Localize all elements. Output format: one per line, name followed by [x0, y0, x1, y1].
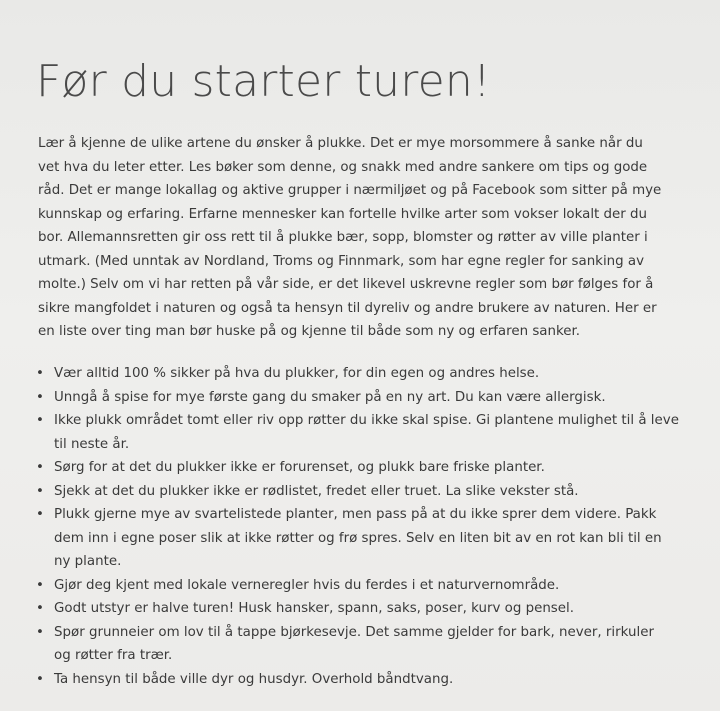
list-item: [30, 621, 680, 668]
tips-list: [30, 362, 680, 691]
list-item-text: og røtter fra trær.: [54, 648, 173, 663]
intro-line: sikre mangfoldet i naturen og også ta hensyn til dyreliv og andre brukere av naturen. Her er: [38, 300, 657, 316]
intro-line: en liste over ting man bør huske på og kjenne til både som ny og erfaren sanker.: [38, 324, 581, 339]
bullet-icon: •: [36, 366, 44, 381]
intro-line: bor. Allemannsretten gir oss rett til å plukke bær, sopp, blomster og røtter av ville planter i: [38, 230, 648, 245]
list-item-text: dem inn i egne poser slik at ikke røtter og frø spres. Selv en liten bit av en rot kan bli til en: [54, 530, 662, 546]
intro-line: Lær å kjenne de ulike artene du ønsker å plukke. Det er mye morsommere å sanke når du: [38, 136, 643, 151]
list-item: [30, 409, 680, 456]
bullet-icon: •: [36, 507, 44, 522]
bullet-icon: •: [36, 624, 44, 640]
list-item-text: Plukk gjerne mye av svartelistede planter, men pass på at du ikke sprer dem videre. Pakk: [54, 507, 657, 522]
list-item: [30, 597, 680, 621]
intro-line: kunnskap og erfaring. Erfarne mennesker kan fortelle hvilke arter som vokser lokalt der du: [38, 206, 648, 222]
list-item-text: Ikke plukk området tomt eller riv opp røtter du ikke skal spise. Gi plantene mulighet til å leve: [54, 413, 679, 428]
bullet-icon: •: [36, 671, 44, 687]
bullet-icon: •: [36, 389, 44, 405]
list-item: [30, 456, 680, 480]
bullet-icon: •: [36, 577, 44, 593]
list-item-text: Ta hensyn til både ville dyr og husdyr. Overhold båndtvang.: [54, 671, 454, 687]
list-item-text: Sjekk at det du plukker ikke er rødlistet, fredet eller truet. La slike vekster stå.: [54, 483, 579, 499]
list-item-text: til neste år.: [54, 436, 130, 452]
list-item-text: Sørg for at det du plukker ikke er forurenset, og plukk bare friske planter.: [54, 460, 545, 475]
list-item-text: Godt utstyr er halve turen! Husk hansker, spann, saks, poser, kurv og pensel.: [54, 601, 574, 616]
list-item-text: Spør grunneier om lov til å tappe bjørkesevje. Det samme gjelder for bark, never, rirkuler: [54, 624, 654, 640]
list-item: [30, 386, 680, 410]
list-item: [30, 480, 680, 504]
list-item: [30, 362, 680, 386]
list-item-text: Gjør deg kjent med lokale verneregler hvis du ferdes i et naturvernområde.: [54, 577, 560, 593]
list-item-text: Unngå å spise for mye første gang du smaker på en ny art. Du kan være allergisk.: [54, 389, 606, 405]
intro-line: vet hva du leter etter. Les bøker som denne, og snakk med andre sankere om tips og gode: [38, 159, 648, 175]
bullet-icon: •: [36, 413, 44, 428]
intro-line: råd. Det er mange lokallag og aktive grupper i nærmiljøet og på Facebook som sitter på mye: [38, 183, 662, 198]
list-item: [30, 574, 680, 598]
bullet-icon: •: [36, 483, 44, 499]
intro-line: utmark. (Med unntak av Nordland, Troms og Finnmark, som har egne regler for sanking av: [38, 253, 645, 269]
page-title: Før du starter turen!: [36, 56, 491, 107]
bullet-icon: •: [36, 601, 44, 616]
list-item: [30, 668, 680, 692]
list-item-text: Vær alltid 100 % sikker på hva du plukker, for din egen og andres helse.: [54, 366, 540, 381]
list-item: [30, 503, 680, 574]
intro-line: molte.) Selv om vi har retten på vår side, er det likevel uskrevne regler som bør følges for å: [38, 277, 654, 292]
list-item-text: ny plante.: [54, 554, 122, 569]
bullet-icon: •: [36, 460, 44, 475]
intro-paragraph: [38, 132, 678, 344]
